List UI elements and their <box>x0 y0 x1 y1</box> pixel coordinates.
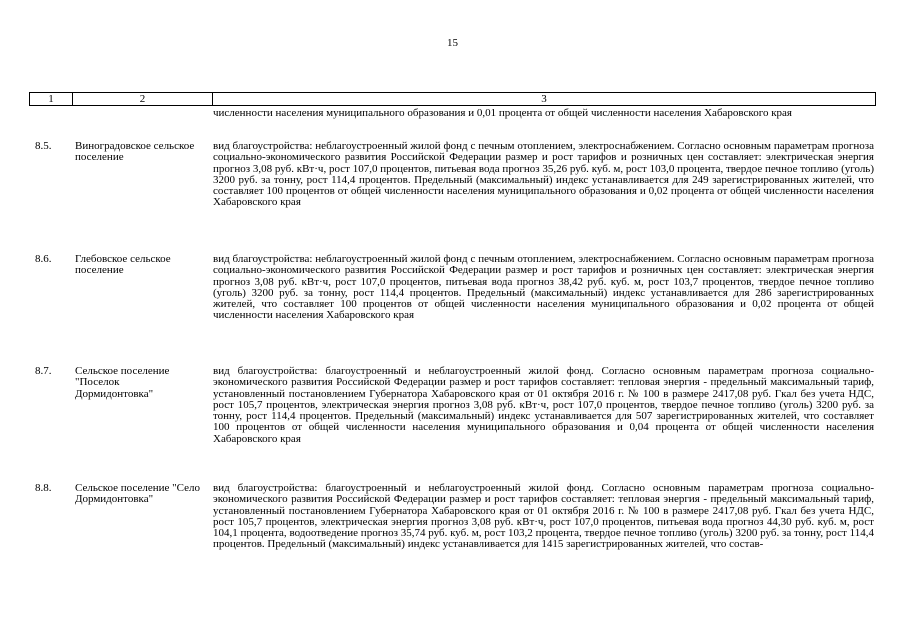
row-description: вид благоустройства: неблагоустроенный жилой фонд с печным отоплением, электроснабжением. Согласно основным параметрам прогноза социально-экономического развития Российской Федерации размер и рост тарифов и розничных цен составляет: электрическая энергия прогноз 3,08 руб. кВт·ч, рост 107,0 процентов, питьевая вода прогноз 35,26 руб. куб. м, рост 103,0 процента, твердое печное топливо (уголь) 3200 руб. за тонну, рост 114,4 процентов. Предельный (максимальный) индекс устанавливается для 249 зарегистрированных жителей, что составляет 100 процентов от общей численности населения муниципального образования и 0,02 процента от общей численности населения Хабаровского края <box>213 140 874 209</box>
settlement-name: Сельское поселение "Поселок Дормидонтовка" <box>75 365 170 400</box>
header-col-1: 1 <box>30 93 73 105</box>
settlement-name: Глебовское сельское поселение <box>75 253 171 277</box>
settlement-name: Виноградовское сельское поселение <box>75 140 195 164</box>
header-col-2: 2 <box>73 93 213 105</box>
row-number: 8.8. <box>35 482 52 494</box>
row-number: 8.6. <box>35 253 52 265</box>
row-description: вид благоустройства: благоустроенный и неблагоустроенный жилой фонд. Согласно основным параметрам прогноза социально-экономического развития Российской Федерации размер и рост тарифов составляет: тепловая энергия - предельный максимальный тариф, установленный постановлением Губернатора Хабаровского края от 01 октября 2016 г. № 100 в размере 2417,08 руб. Гкал без учета НДС, рост 105,7 процентов, электрическая энергия прогноз 3,08 руб. кВт·ч, рост 107,0 процентов, питьевая вода прогноз 44,30 руб. куб. м, рост 104,1 процента, водоотведение прогноз 35,74 руб. куб. м, рост 103,2 процента, твердое печное топливо (уголь) 3200 руб. за тонну, рост 114,4 процентов. Предельный (максимальный) индекс устанавливается для 1415 зарегистрированных жителей, что состав- <box>213 482 874 551</box>
row-description: вид благоустройства: неблагоустроенный жилой фонд с печным отоплением, электроснабжением. Согласно основным параметрам прогноза социально-экономического развития Российской Федерации размер и рост тарифов и розничных цен составляет: электрическая энергия прогноз 3,08 руб. кВт·ч, рост 107,0 процентов, питьевая вода прогноз 38,42 руб. куб. м, рост 103,7 процентов, твердое печное топливо (уголь) 3200 руб. за тонну, рост 114,4 процентов. Предельный (максимальный) индекс устанавливается для 286 зарегистрированных жителей, что составляет 100 процентов от общей численности населения муниципального образования и 0,02 процента от общей численности населения Хабаровского края <box>213 253 874 322</box>
row-description: вид благоустройства: благоустроенный и неблагоустроенный жилой фонд. Согласно основным параметрам прогноза социально-экономического развития Российской Федерации размер и рост тарифов составляет: тепловая энергия - предельный максимальный тариф, установленный постановлением Губернатора Хабаровского края от 01 октября 2016 г. № 100 в размере 2417,08 руб. Гкал без учета НДС, рост 105,7 процентов, электрическая энергия прогноз 3,08 руб. кВт·ч, рост 107,0 процентов, твердое печное топливо (уголь) 3200 руб. за тонну, рост 114,4 процентов. Предельный (максимальный) индекс устанавливается для 507 зарегистрированных жителей, что составляет 100 процентов от общей численности населения муниципального образования и 0,04 процента от общей численности населения Хабаровского края <box>213 365 874 445</box>
page-number: 15 <box>447 37 458 49</box>
continuation-text: численности населения муниципального образования и 0,01 процента от общей численности населения Хабаровского края <box>213 107 792 119</box>
header-col-3: 3 <box>541 93 547 105</box>
table-header <box>29 92 876 106</box>
row-number: 8.7. <box>35 365 52 377</box>
row-number: 8.5. <box>35 140 52 152</box>
settlement-name: Сельское поселение "Село Дормидонтовка" <box>75 482 200 506</box>
